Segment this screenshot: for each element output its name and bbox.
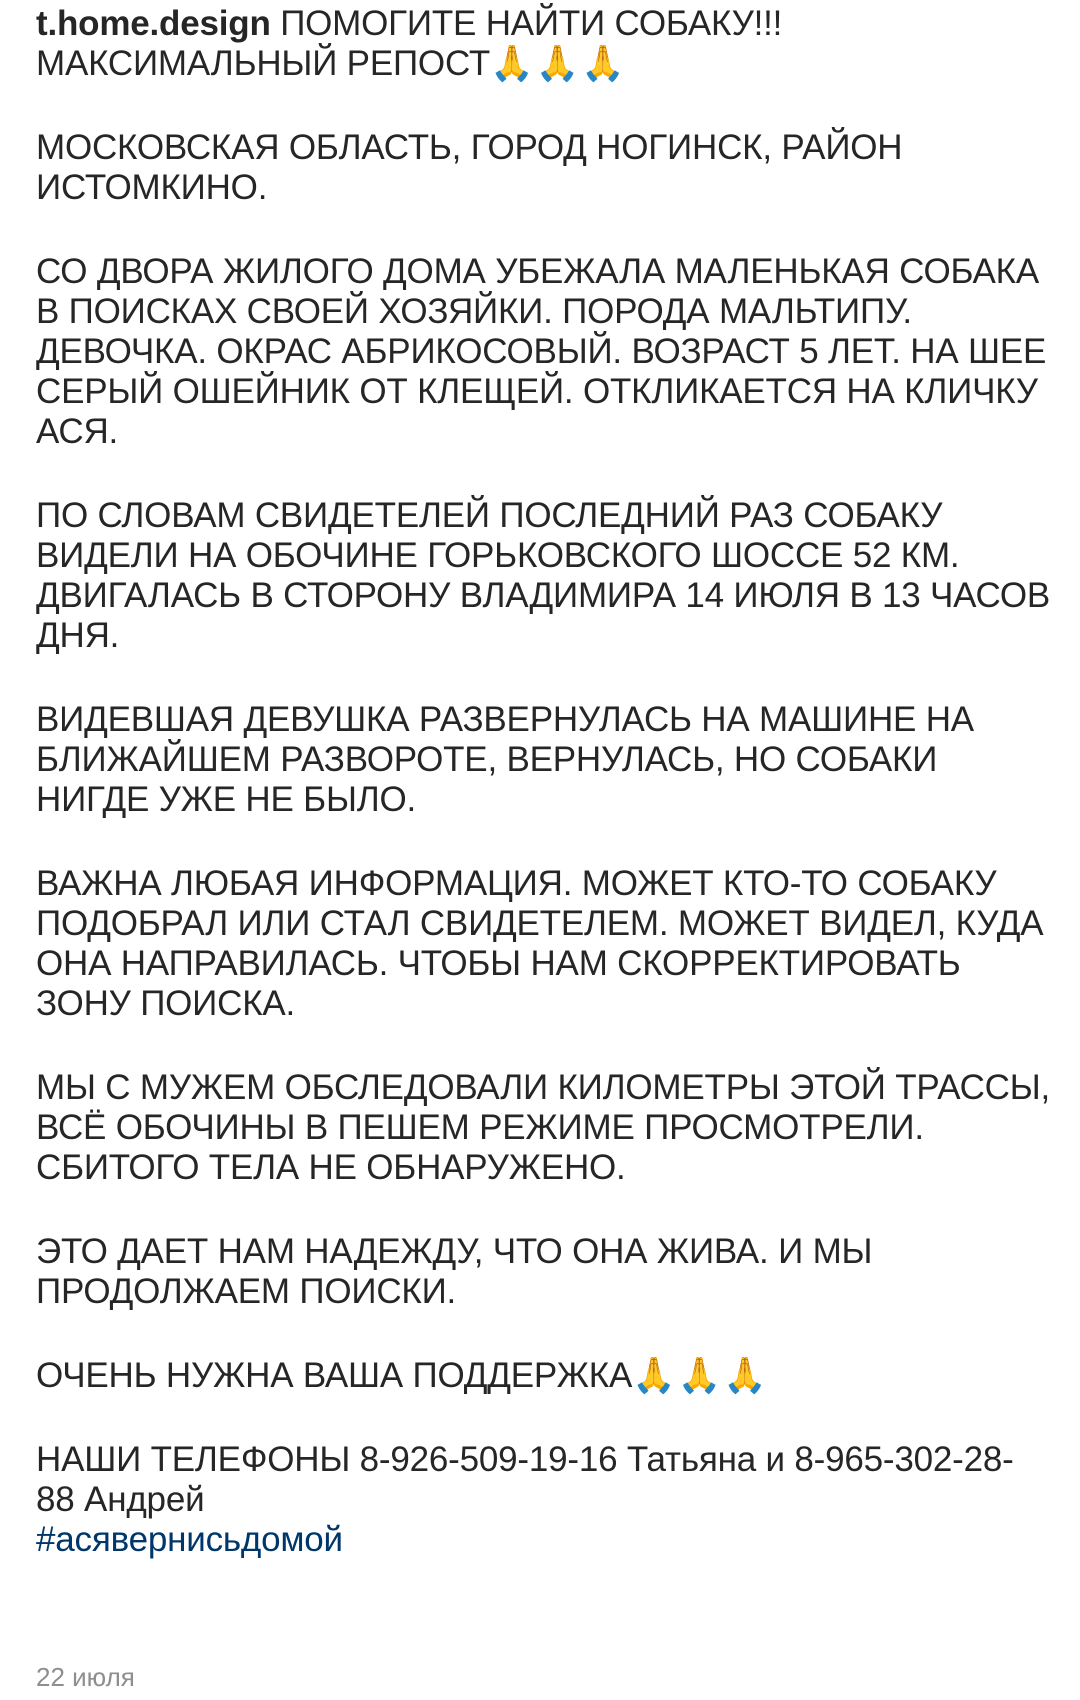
caption-intro bbox=[36, 4, 1051, 84]
intro-line-2: МАКСИМАЛЬНЫЙ РЕПОСТ bbox=[36, 44, 491, 83]
hashtag-line bbox=[36, 1520, 1051, 1560]
caption-paragraph-info: ВАЖНА ЛЮБАЯ ИНФОРМАЦИЯ. МОЖЕТ КТО-ТО СОБАКУ ПОДОБРАЛ ИЛИ СТАЛ СВИДЕТЕЛЕМ. МОЖЕТ ВИДЕЛ, КУДА ОНА НАПРАВИЛАСЬ. ЧТОБЫ НАМ СКОРРЕКТИРОВАТЬ ЗОНУ ПОИСКА. bbox=[36, 864, 1044, 1023]
intro-line-1: ПОМОГИТЕ НАЙТИ СОБАКУ!!! bbox=[280, 4, 783, 43]
caption-paragraph-description: СО ДВОРА ЖИЛОГО ДОМА УБЕЖАЛА МАЛЕНЬКАЯ СОБАКА В ПОИСКАХ СВОЕЙ ХОЗЯЙКИ. ПОРОДА МАЛЬТИПУ. ДЕВОЧКА. ОКРАС АБРИКОСОВЫЙ. ВОЗРАСТ 5 ЛЕТ. НА ШЕЕ СЕРЫЙ ОШЕЙНИК ОТ КЛЕЩЕЙ. ОТКЛИКАЕТСЯ НА КЛИЧКУ АСЯ. bbox=[36, 252, 1047, 451]
caption-phones: НАШИ ТЕЛЕФОНЫ 8-926-509-19-16 Татьяна и 8-965-302-28-88 Андрей bbox=[36, 1440, 1014, 1519]
username-link[interactable]: t.home.design bbox=[36, 4, 271, 43]
support-text: ОЧЕНЬ НУЖНА ВАША ПОДДЕРЖКА bbox=[36, 1356, 633, 1395]
post-date: 22 июля bbox=[36, 1662, 135, 1692]
pray-emoji: 🙏🙏🙏 bbox=[490, 44, 627, 83]
caption-paragraph-witnesses: ПО СЛОВАМ СВИДЕТЕЛЕЙ ПОСЛЕДНИЙ РАЗ СОБАКУ ВИДЕЛИ НА ОБОЧИНЕ ГОРЬКОВСКОГО ШОССЕ 52 КМ. ДВИГАЛАСЬ В СТОРОНУ ВЛАДИМИРА 14 ИЮЛЯ В 13 ЧАСОВ ДНЯ. bbox=[36, 496, 1051, 655]
caption-paragraph-return: ВИДЕВШАЯ ДЕВУШКА РАЗВЕРНУЛАСЬ НА МАШИНЕ НА БЛИЖАЙШЕМ РАЗВОРОТЕ, ВЕРНУЛАСЬ, НО СОБАКИ НИГДЕ УЖЕ НЕ БЫЛО. bbox=[36, 700, 974, 819]
caption-paragraph-hope: ЭТО ДАЕТ НАМ НАДЕЖДУ, ЧТО ОНА ЖИВА. И МЫ ПРОДОЛЖАЕМ ПОИСКИ. bbox=[36, 1232, 873, 1311]
caption-paragraph-location: МОСКОВСКАЯ ОБЛАСТЬ, ГОРОД НОГИНСК, РАЙОН ИСТОМКИНО. bbox=[36, 128, 903, 207]
post-caption bbox=[36, 4, 1051, 1560]
hashtag-link[interactable]: #асявернисьдомой bbox=[36, 1520, 343, 1559]
pray-emoji-2: 🙏🙏🙏 bbox=[632, 1356, 769, 1395]
caption-support bbox=[36, 1356, 1051, 1396]
caption-paragraph-search: МЫ С МУЖЕМ ОБСЛЕДОВАЛИ КИЛОМЕТРЫ ЭТОЙ ТРАССЫ, ВСЁ ОБОЧИНЫ В ПЕШЕМ РЕЖИМЕ ПРОСМОТРЕЛИ. СБИТОГО ТЕЛА НЕ ОБНАРУЖЕНО. bbox=[36, 1068, 1051, 1187]
